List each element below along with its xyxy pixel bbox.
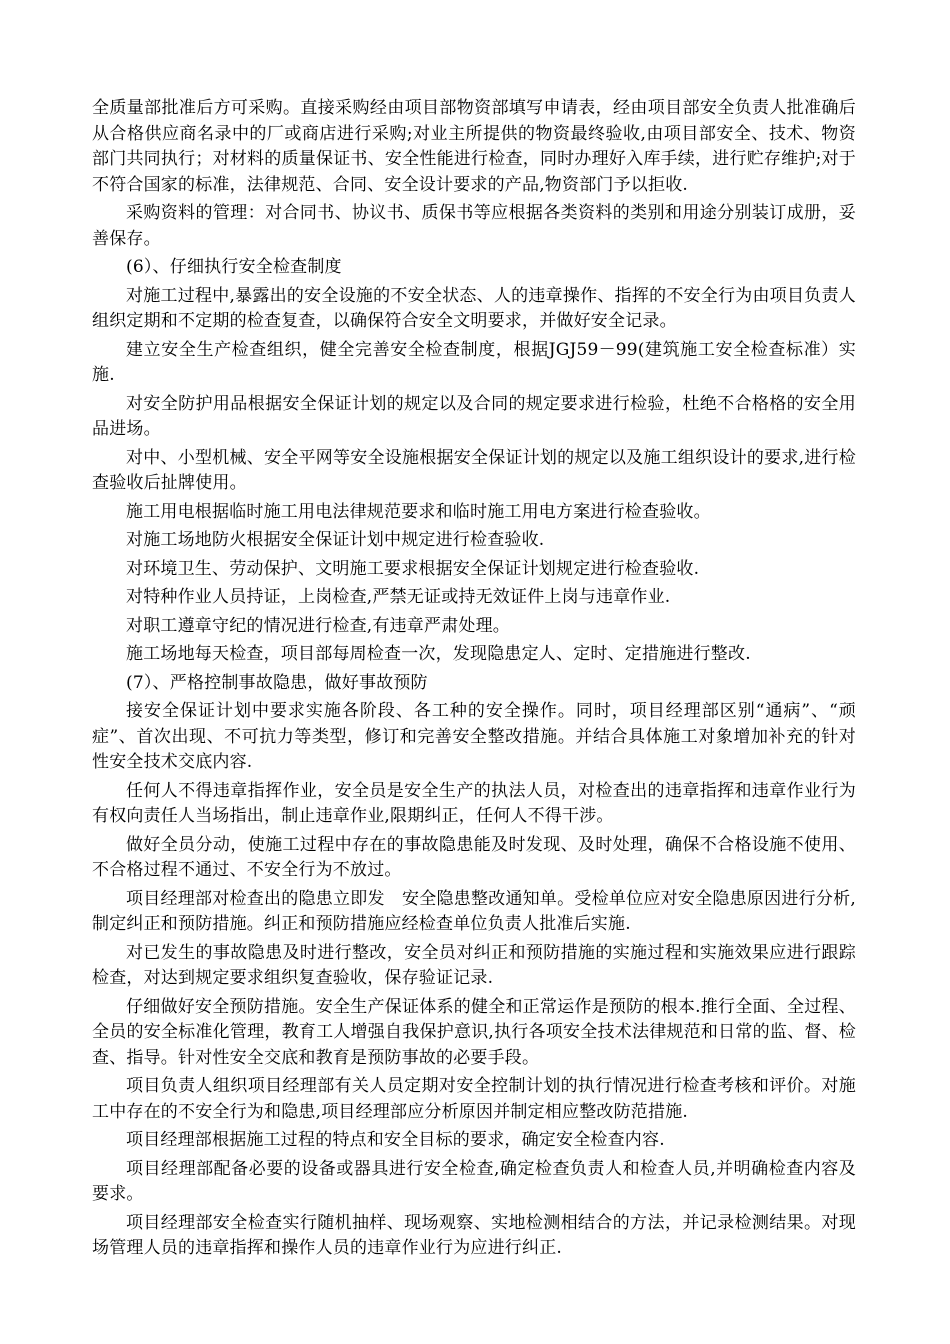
paragraph: 项目经理部对检查出的隐患立即发 安全隐患整改通知单。受检单位应对安全隐患原因进行分析,制定纠正和预防措施。纠正和预防措施应经检查单位负责人批准后实施. [92,888,856,934]
paragraph: 对特种作业人员持证，上岗检查,严禁无证或持无效证件上岗与违章作业. [126,587,671,607]
paragraph: 接安全保证计划中要求实施各阶段、各工种的安全操作。同时，项目经理部区别“通病”、“顽症”、首次出现、不可抗力等类型，修订和完善安全整改措施。并结合具体施工对象增加补充的针对性安全技术交底内容. [92,701,856,772]
paragraph: 做好全员分动，使施工过程中存在的事故隐患能及时发现、及时处理，确保不合格设施不使用、不合格过程不通过、不安全行为不放过。 [92,834,856,880]
paragraph: 项目经理部根据施工过程的特点和安全目标的要求，确定安全检查内容. [126,1130,665,1150]
paragraph: 对职工遵章守纪的情况进行检查,有违章严肃处理。 [126,615,511,636]
paragraph: 项目经理部配备必要的设备或器具进行安全检查,确定检查负责人和检查人员,并明确检查内容及要求。 [92,1158,856,1204]
paragraph: 施工场地每天检查，项目部每周检查一次，发现隐患定人、定时、定措施进行整改. [126,644,751,664]
paragraph: 仔细做好安全预防措施。安全生产保证体系的健全和正常运作是预防的根本.推行全面、全过程、全员的安全标准化管理，教育工人增强自我保护意识,执行各项安全技术法律规范和日常的监、督、检查、指导。针对性安全交底和教育是预防事故的必要手段。 [92,996,856,1068]
paragraph: 采购资料的管理：对合同书、协议书、质保书等应根据各类资料的类别和用途分别装订成册，妥善保存。 [92,203,856,249]
paragraph: 任何人不得违章指挥作业，安全员是安全生产的执法人员，对检查出的违章指挥和违章作业行为有权向责任人当场指出，制止违章作业,限期纠正，任何人不得干涉。 [92,780,856,826]
paragraph: 对安全防护用品根据安全保证计划的规定以及合同的规定要求进行检验，杜绝不合格格的安全用品进场。 [92,393,856,439]
paragraph: 对施工过程中,暴露出的安全设施的不安全状态、人的违章操作、指挥的不安全行为由项目负责人组织定期和不定期的检查复查，以确保符合安全文明要求，并做好安全记录。 [92,285,856,331]
paragraph: 项目经理部安全检查实行随机抽样、现场观察、实地检测相结合的方法，并记录检测结果。对现场管理人员的违章指挥和操作人员的违章作业行为应进行纠正. [92,1212,856,1258]
paragraph: 项目负责人组织项目经理部有关人员定期对安全控制计划的执行情况进行检查考核和评价。对施工中存在的不安全行为和隐患,项目经理部应分析原因并制定相应整改防范措施. [92,1076,856,1122]
paragraph: 建立安全生产检查组织，健全完善安全检查制度，根据JGJ59－99(建筑施工安全检查标准）实施. [92,339,856,385]
section-heading: (7）、严格控制事故隐患，做好事故预防 [126,672,428,693]
document-body [92,96,856,1265]
paragraph: 对中、小型机械、安全平网等安全设施根据安全保证计划的规定以及施工组织设计的要求,进行检查验收后扯牌使用。 [92,447,856,493]
paragraph: 对施工场地防火根据安全保证计划中规定进行检查验收. [126,530,545,550]
paragraph: 对环境卫生、劳动保护、文明施工要求根据安全保证计划规定进行检查验收. [126,558,700,579]
paragraph: 全质量部批准后方可采购。直接采购经由项目部物资部填写申请表，经由项目部安全负责人批准确后从合格供应商名录中的厂或商店进行采购;对业主所提供的物资最终验收,由项目部安全、技术、物资部门共同执行；对材料的质量保证书、安全性能进行检查，同时办理好入库手续，进行贮存维护;对于不符合国家的标准，法律规范、合同、安全设计要求的产品,物资部门予以拒收. [92,98,856,195]
paragraph: 施工用电根据临时施工用电法律规范要求和临时施工用电方案进行检查验收。 [126,501,711,522]
paragraph: 对已发生的事故隐患及时进行整改，安全员对纠正和预防措施的实施过程和实施效果应进行跟踪检查，对达到规定要求组织复查验收，保存验证记录. [92,942,856,988]
section-heading: (6）、仔细执行安全检查制度 [126,257,342,277]
